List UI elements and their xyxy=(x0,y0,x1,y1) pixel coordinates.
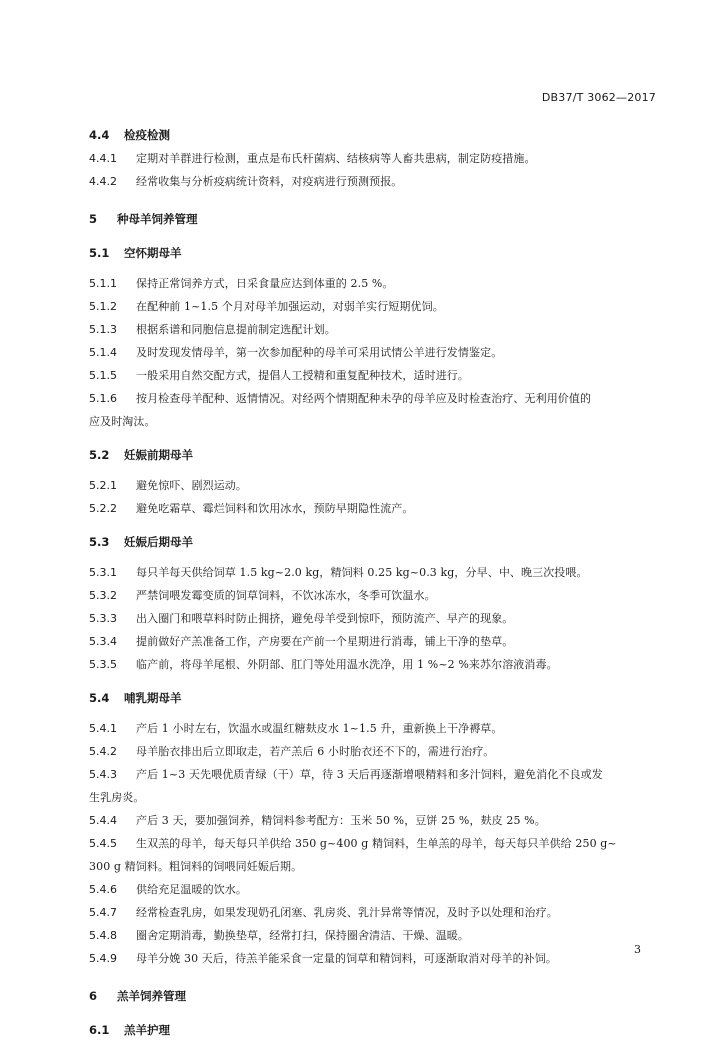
clause-5-4-5-cont: 300 g 精饲料。粗饲料的饲喂同妊娠后期。 xyxy=(89,860,303,873)
clause-5-1-2: 5.1.2 在配种前 1~1.5 个月对母羊加强运动，对弱羊实行短期优饲。 xyxy=(89,300,444,313)
clause-5-4-3: 5.4.3 产后 1~3 天先喂优质青绿（干）草，待 3 天后再逐渐增喂精料和多汁饲料，避免消化不良或发 xyxy=(89,768,603,781)
section-heading-4-4: 4.4 检疫检测 xyxy=(89,128,170,142)
clause-5-1-4: 5.1.4 及时发现发情母羊，第一次参加配种的母羊可采用试情公羊进行发情鉴定。 xyxy=(89,346,503,359)
clause-5-4-9: 5.4.9 母羊分娩 30 天后，待羔羊能采食一定量的饲草和精饲料，可逐渐取消对母羊的补饲。 xyxy=(89,952,557,965)
chapter-heading-5: 5 种母羊饲养管理 xyxy=(89,212,198,226)
clause-5-1-1: 5.1.1 保持正常饲养方式，日采食量应达到体重的 2.5 %。 xyxy=(89,277,394,290)
clause-5-1-6: 5.1.6 按月检查母羊配种、返情情况。对经两个情期配种未孕的母羊应及时检查治疗、无利用价值的 xyxy=(89,392,592,405)
section-heading-5-1: 5.1 空怀期母羊 xyxy=(89,246,182,260)
clause-5-4-3-cont: 生乳房炎。 xyxy=(89,791,145,804)
clause-5-4-2: 5.4.2 母羊胎衣排出后立即取走，若产羔后 6 小时胎衣还不下的，需进行治疗。 xyxy=(89,745,495,758)
clause-5-4-8: 5.4.8 圈舍定期消毒，勤换垫草，经常打扫，保持圈舍清洁、干燥、温暖。 xyxy=(89,929,469,942)
clause-5-1-6-cont: 应及时淘汰。 xyxy=(89,415,156,428)
page-number: 3 xyxy=(634,943,641,956)
clause-5-4-5: 5.4.5 生双羔的母羊，每天每只羊供给 350 g~400 g 精饲料，生单羔的母羊，每天每只羊供给 250 g~ xyxy=(89,837,617,850)
clause-5-4-4: 5.4.4 产后 3 天，要加强饲养，精饲料参考配方：玉米 50 %，豆饼 25 %，麸皮 25 %。 xyxy=(89,814,546,827)
clause-5-2-2: 5.2.2 避免吃霜草、霉烂饲料和饮用冰水，预防早期隐性流产。 xyxy=(89,502,414,515)
section-heading-5-2: 5.2 妊娠前期母羊 xyxy=(89,448,193,462)
clause-5-2-1: 5.2.1 避免惊吓、剧烈运动。 xyxy=(89,479,247,492)
clause-5-1-3: 5.1.3 根据系谱和同胞信息提前制定选配计划。 xyxy=(89,323,336,336)
clause-4-4-2: 4.4.2 经常收集与分析疫病统计资料，对疫病进行预测预报。 xyxy=(89,175,403,188)
clause-5-3-4: 5.3.4 提前做好产羔准备工作，产房要在产前一个星期进行消毒，铺上干净的垫草。 xyxy=(89,635,514,648)
chapter-heading-6: 6 羔羊饲养管理 xyxy=(89,989,186,1003)
section-heading-5-4: 5.4 哺乳期母羊 xyxy=(89,691,182,705)
section-heading-6-1: 6.1 羔羊护理 xyxy=(89,1023,170,1037)
section-heading-5-3: 5.3 妊娠后期母羊 xyxy=(89,535,193,549)
clause-4-4-1: 4.4.1 定期对羊群进行检测，重点是布氏杆菌病、结核病等人畜共患病，制定防疫措施。 xyxy=(89,152,536,165)
clause-5-3-2: 5.3.2 严禁饲喂发霉变质的饲草饲料，不饮冰冻水，冬季可饮温水。 xyxy=(89,589,436,602)
clause-5-4-6: 5.4.6 供给充足温暖的饮水。 xyxy=(89,883,247,896)
clause-5-4-7: 5.4.7 经常检查乳房，如果发现奶孔闭塞、乳房炎、乳汁异常等情况，及时予以处理和治疗。 xyxy=(89,906,558,919)
document-code: DB37/T 3062—2017 xyxy=(541,91,656,104)
clause-5-3-3: 5.3.3 出入圈门和喂草料时防止拥挤，避免母羊受到惊吓，预防流产、早产的现象。 xyxy=(89,612,514,625)
clause-5-4-1: 5.4.1 产后 1 小时左右，饮温水或温红糖麸皮水 1~1.5 升，重新换上干净褥草。 xyxy=(89,722,503,735)
document-body xyxy=(89,120,657,1042)
clause-5-3-5: 5.3.5 临产前，将母羊尾根、外阴部、肛门等处用温水洗净，用 1 %~2 %来苏尔溶液消毒。 xyxy=(89,658,558,671)
clause-5-1-5: 5.1.5 一般采用自然交配方式，提倡人工授精和重复配种技术，适时进行。 xyxy=(89,369,469,382)
clause-5-3-1: 5.3.1 每只羊每天供给饲草 1.5 kg~2.0 kg，精饲料 0.25 kg~0.3 kg，分早、中、晚三次投喂。 xyxy=(89,566,588,579)
